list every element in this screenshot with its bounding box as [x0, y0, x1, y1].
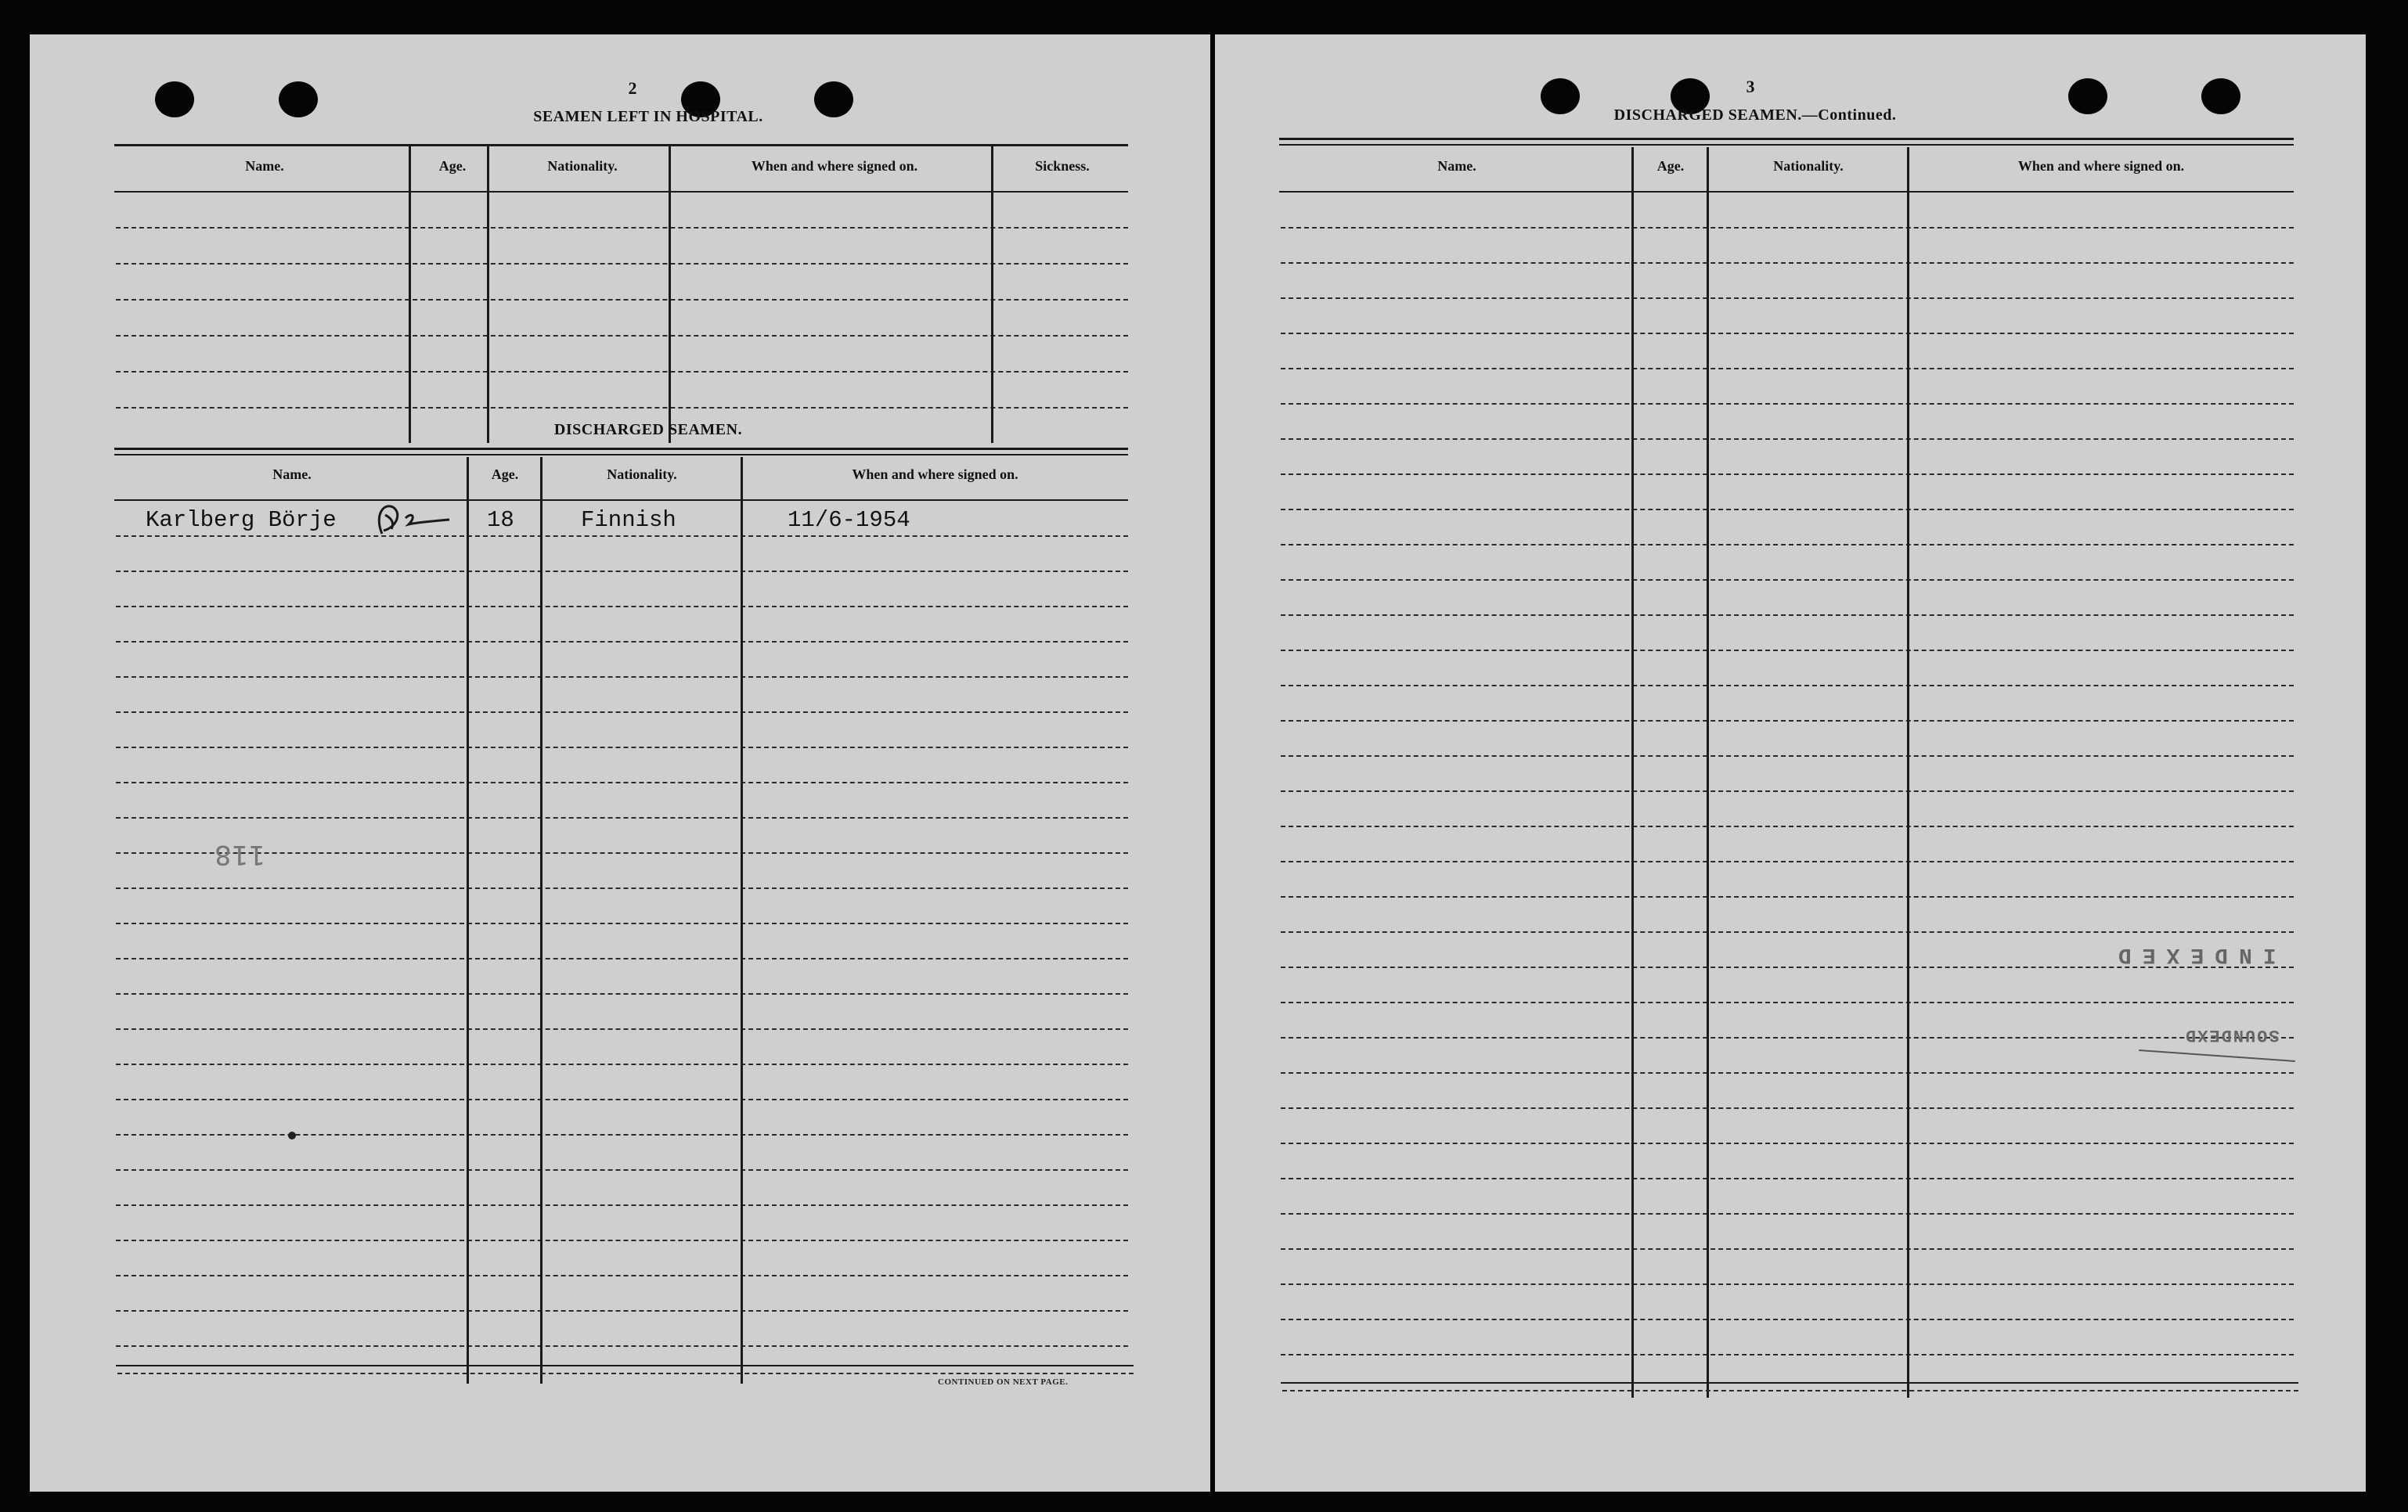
table-row — [1281, 1319, 2294, 1320]
column-divider — [467, 457, 469, 1384]
table-row — [116, 371, 1128, 373]
table-row — [116, 711, 1128, 713]
table-row — [1281, 790, 2294, 792]
column-divider — [1631, 147, 1634, 1398]
table-row — [1281, 368, 2294, 369]
column-divider — [991, 146, 993, 443]
table-row — [116, 1345, 1128, 1347]
table-row — [1281, 1002, 2294, 1003]
table-row — [116, 852, 1128, 854]
table-row — [1281, 1178, 2294, 1179]
page-number: 3 — [1746, 77, 1755, 96]
left-page — [30, 34, 1210, 1492]
punch-hole — [2201, 78, 2240, 114]
ink-dot — [288, 1132, 296, 1139]
table-row — [1281, 473, 2294, 475]
discharged-col-name: Name. — [272, 466, 312, 482]
table-rule — [114, 448, 1128, 450]
column-divider — [409, 146, 411, 443]
indexed-stamp: INDEXED — [2107, 942, 2276, 967]
pencil-note: 118 — [214, 839, 265, 870]
discharged-col-signed-on: When and where signed on. — [852, 466, 1018, 482]
column-divider — [1707, 147, 1709, 1398]
table-row — [116, 993, 1128, 995]
table-row — [1281, 720, 2294, 722]
table-row — [116, 535, 1128, 537]
punch-hole — [155, 81, 194, 117]
table-row — [1281, 227, 2294, 229]
table-rule — [1279, 138, 2294, 140]
discharged-col-age: Age. — [491, 466, 519, 482]
table-row — [1281, 1107, 2294, 1109]
table-row — [116, 263, 1128, 265]
table-rule — [116, 1365, 1134, 1366]
continued-col-name: Name. — [1437, 158, 1476, 174]
column-divider — [1907, 147, 1909, 1398]
continued-col-signed-on: When and where signed on. — [2017, 158, 2185, 174]
table-row — [1281, 861, 2294, 862]
continued-footer: CONTINUED ON NEXT PAGE. — [938, 1377, 1069, 1387]
seaman-nationality: Finnish — [581, 507, 676, 533]
table-row — [116, 1064, 1128, 1065]
column-divider — [669, 146, 671, 443]
table-row — [1281, 755, 2294, 757]
table-row — [116, 227, 1128, 229]
table-row — [1281, 579, 2294, 581]
continued-col-age: Age. — [1656, 158, 1685, 174]
table-rule — [1282, 1390, 2298, 1391]
hospital-col-nationality: Nationality. — [547, 158, 618, 174]
seaman-signed-on: 11/6-1954 — [788, 507, 910, 533]
table-row — [1281, 403, 2294, 405]
column-divider — [487, 146, 489, 443]
table-row — [116, 335, 1128, 337]
table-row — [1281, 931, 2294, 933]
table-rule — [114, 499, 1128, 501]
hospital-section-title: SEAMEN LEFT IN HOSPITAL. — [533, 108, 763, 125]
discharged-continued-title: DISCHARGED SEAMEN.—Continued. — [1613, 106, 1897, 124]
table-rule — [114, 454, 1128, 455]
discharged-section-title: DISCHARGED SEAMEN. — [553, 421, 743, 438]
table-row — [1281, 614, 2294, 616]
table-row — [1281, 1037, 2294, 1039]
stamp-line — [2139, 1049, 2295, 1062]
column-divider — [741, 457, 743, 1384]
table-row — [116, 747, 1128, 748]
table-row — [1281, 1283, 2294, 1285]
table-row — [116, 1240, 1128, 1241]
table-row — [1281, 896, 2294, 898]
table-row — [1281, 1354, 2294, 1355]
soundexd-stamp: SOUNDEXD — [2184, 1025, 2280, 1045]
table-rule — [1279, 144, 2294, 146]
table-row — [1281, 438, 2294, 440]
table-row — [1281, 1248, 2294, 1250]
table-row — [116, 1028, 1128, 1030]
table-row — [1281, 544, 2294, 545]
table-row — [1281, 967, 2294, 968]
table-rule — [117, 1373, 1134, 1374]
table-row — [1281, 333, 2294, 334]
hospital-col-sickness: Sickness. — [1035, 158, 1090, 174]
punch-hole — [279, 81, 318, 117]
table-row — [116, 571, 1128, 572]
table-rule — [1281, 1382, 2298, 1384]
table-row — [116, 606, 1128, 607]
table-rule — [114, 191, 1128, 193]
table-row — [116, 299, 1128, 301]
table-row — [116, 1099, 1128, 1100]
table-rule — [114, 144, 1128, 146]
discharged-col-nationality: Nationality. — [607, 466, 677, 482]
continued-col-nationality: Nationality. — [1773, 158, 1844, 174]
hospital-col-name: Name. — [245, 158, 284, 174]
table-row — [116, 817, 1128, 819]
table-row — [116, 407, 1128, 409]
page-number: 2 — [628, 78, 637, 98]
table-row — [1281, 509, 2294, 510]
column-divider — [540, 457, 543, 1384]
table-row — [1281, 685, 2294, 686]
table-row — [1281, 262, 2294, 264]
table-row — [1281, 826, 2294, 827]
table-row — [116, 1134, 1128, 1136]
seaman-name: Karlberg Börje — [146, 507, 337, 533]
handwritten-mark — [368, 499, 454, 538]
right-page — [1215, 34, 2366, 1492]
table-row — [116, 641, 1128, 643]
table-row — [116, 676, 1128, 678]
seaman-age: 18 — [487, 507, 514, 533]
table-row — [116, 782, 1128, 783]
punch-hole — [2068, 78, 2107, 114]
hospital-col-age: Age. — [438, 158, 467, 174]
table-row — [1281, 297, 2294, 299]
table-row — [116, 1204, 1128, 1206]
table-row — [116, 1169, 1128, 1171]
table-row — [116, 958, 1128, 959]
table-row — [116, 1275, 1128, 1276]
table-row — [1281, 1072, 2294, 1074]
table-row — [116, 887, 1128, 889]
table-row — [116, 1310, 1128, 1312]
table-row — [1281, 650, 2294, 651]
table-rule — [1279, 191, 2294, 193]
hospital-col-signed-on: When and where signed on. — [751, 158, 918, 174]
table-row — [116, 923, 1128, 924]
table-row — [1281, 1143, 2294, 1144]
table-row — [1281, 1213, 2294, 1215]
